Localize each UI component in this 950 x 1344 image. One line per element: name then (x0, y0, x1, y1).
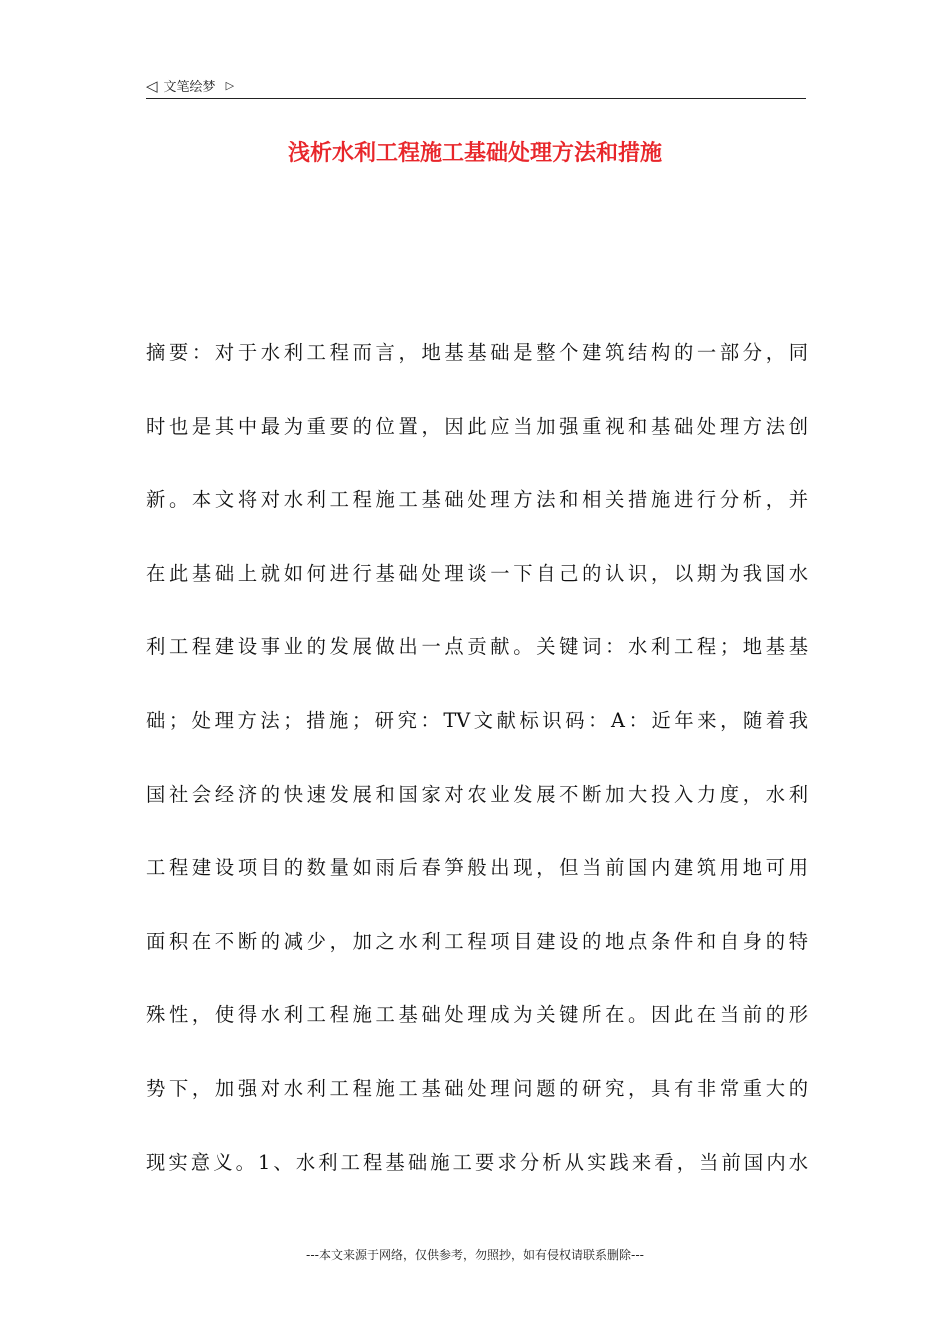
page-footer: ---本文来源于网络，仅供参考，勿照抄，如有侵权请联系删除--- (306, 1248, 644, 1262)
header-brand (146, 76, 234, 95)
body-line: 摘要：对于水利工程而言，地基基础是整个建筑结构的一部分，同 (146, 341, 808, 364)
body-line: 殊性，使得水利工程施工基础处理成为关键所在。因此在当前的形 (146, 1003, 808, 1027)
body-line: 础；处理方法；措施；研究：TV文献标识码：A：近年来，随着我 (146, 708, 808, 732)
body-line: 势下，加强对水利工程施工基础处理问题的研究，具有非常重大的 (146, 1076, 808, 1100)
body-line: 面积在不断的减少，加之水利工程项目建设的地点条件和自身的特 (146, 929, 808, 953)
body-line: 国社会经济的快速发展和国家对农业发展不断加大投入力度，水利 (146, 782, 808, 806)
page-header (146, 76, 806, 99)
body-line: 现实意义。1、水利工程基础施工要求分析从实践来看，当前国内水 (146, 1150, 808, 1174)
body-line: 新。本文将对水利工程施工基础处理方法和相关措施进行分析，并 (146, 488, 808, 512)
body-line: 在此基础上就如何进行基础处理谈一下自己的认识，以期为我国水 (146, 561, 808, 585)
body-line: 利工程建设事业的发展做出一点贡献。关键词：水利工程；地基基 (146, 635, 808, 659)
left-triangle-icon: ◁ (146, 76, 158, 95)
body-line: 时也是其中最为重要的位置，因此应当加强重视和基础处理方法创 (146, 414, 808, 438)
right-triangle-icon: ▷ (225, 78, 235, 92)
document-body (146, 316, 808, 1199)
body-line: 工程建设项目的数量如雨后春笋般出现，但当前国内建筑用地可用 (146, 856, 808, 880)
brand-name: 文笔绘梦 (163, 80, 216, 95)
document-title: 浅析水利工程施工基础处理方法和措施 (287, 140, 662, 166)
